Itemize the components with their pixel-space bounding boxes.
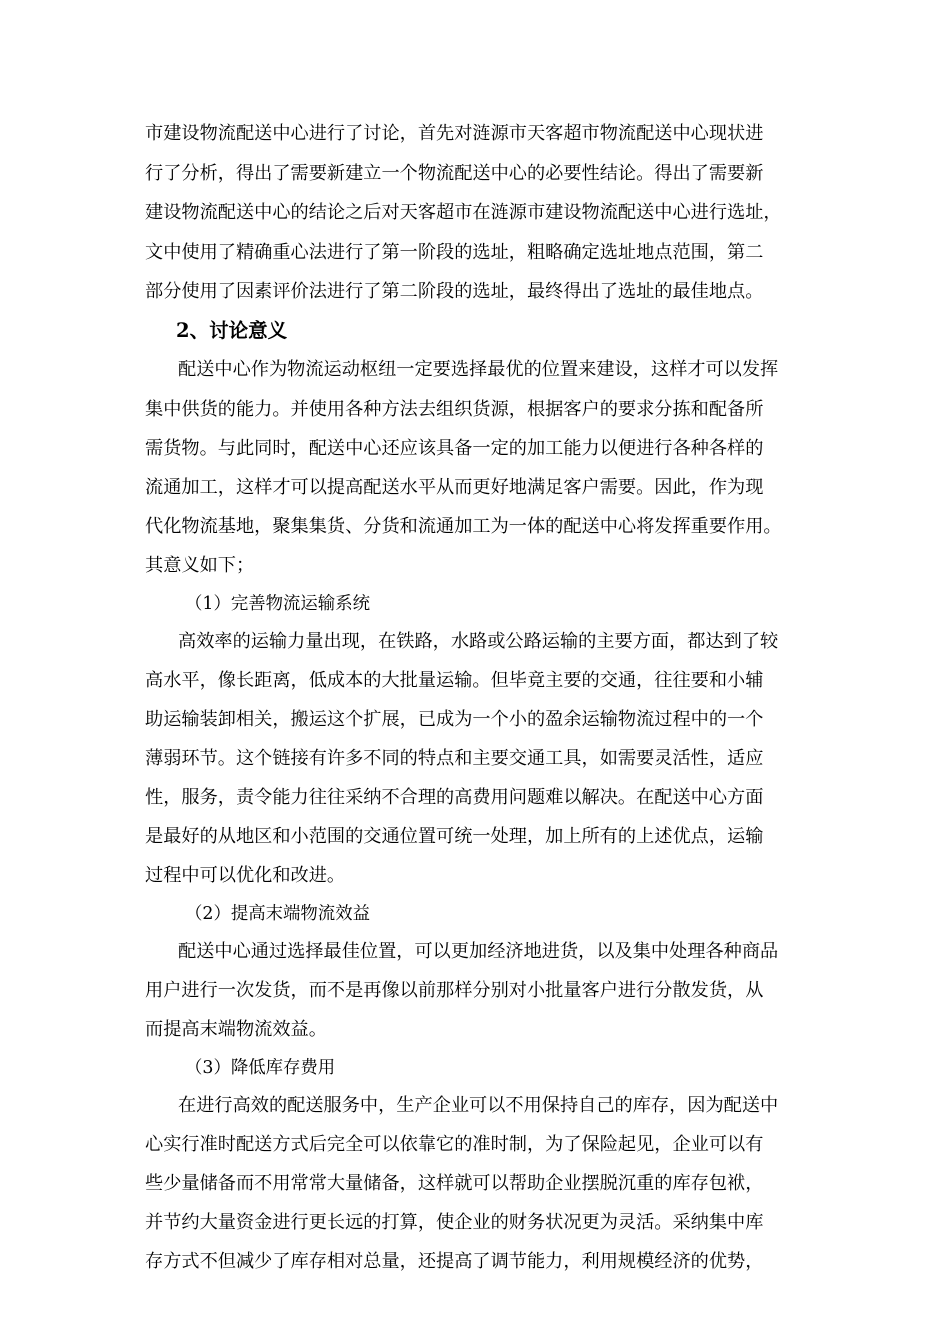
- subsection-heading: （3）降低库存费用: [185, 1058, 336, 1078]
- paragraph-line: 集中供货的能力。并使用各种方法去组织货源，根据客户的要求分拣和配备所: [145, 399, 764, 420]
- paragraph-line: 并节约大量资金进行更长远的打算，使企业的财务状况更为灵活。采纳集中库: [145, 1212, 764, 1233]
- paragraph-line: 文中使用了精确重心法进行了第一阶段的选址，粗略确定选址地点范围，第二: [145, 242, 764, 263]
- section-heading: 2、讨论意义: [176, 319, 288, 342]
- paragraph-line: 薄弱环节。这个链接有许多不同的特点和主要交通工具，如需要灵活性，适应: [145, 748, 764, 769]
- subsection-heading: （1）完善物流运输系统: [185, 594, 370, 614]
- paragraph-line: 用户进行一次发货，而不是再像以前那样分别对小批量客户进行分散发货，从: [145, 980, 764, 1001]
- paragraph-line: 是最好的从地区和小范围的交通位置可统一处理，加上所有的上述优点，运输: [145, 826, 764, 847]
- subsection-heading: （2）提高末端物流效益: [185, 904, 370, 924]
- paragraph-line: 存方式不但减少了库存相对总量，还提高了调节能力，利用规模经济的优势，: [145, 1251, 764, 1272]
- paragraph-line: 其意义如下；: [145, 555, 255, 576]
- paragraph-line: 在进行高效的配送服务中，生产企业可以不用保持自己的库存，因为配送中: [178, 1095, 779, 1116]
- paragraph-line: 市建设物流配送中心进行了讨论，首先对涟源市天客超市物流配送中心现状进: [145, 123, 764, 144]
- paragraph-line: 需货物。与此同时，配送中心还应该具备一定的加工能力以便进行各种各样的: [145, 438, 764, 459]
- paragraph-line: 建设物流配送中心的结论之后对天客超市在涟源市建设物流配送中心进行选址，: [145, 202, 782, 223]
- paragraph-line: 流通加工，这样才可以提高配送水平从而更好地满足客户需要。因此，作为现: [145, 477, 764, 498]
- paragraph-line: 心实行准时配送方式后完全可以依靠它的准时制，为了保险起见，企业可以有: [145, 1134, 764, 1155]
- paragraph-line: 性，服务，责令能力往往采纳不合理的高费用问题难以解决。在配送中心方面: [145, 787, 764, 808]
- paragraph-line: 些少量储备而不用常常大量储备，这样就可以帮助企业摆脱沉重的库存包袱，: [145, 1173, 764, 1194]
- paragraph-line: 部分使用了因素评价法进行了第二阶段的选址，最终得出了选址的最佳地点。: [145, 281, 764, 302]
- paragraph-line: 配送中心作为物流运动枢纽一定要选择最优的位置来建设，这样才可以发挥: [178, 359, 779, 380]
- paragraph-line: 行了分析，得出了需要新建立一个物流配送中心的必要性结论。得出了需要新: [145, 163, 764, 184]
- paragraph-line: 配送中心通过选择最佳位置，可以更加经济地进货，以及集中处理各种商品: [178, 941, 779, 962]
- paragraph-line: 而提高末端物流效益。: [145, 1019, 327, 1040]
- paragraph-line: 代化物流基地，聚集集货、分货和流通加工为一体的配送中心将发挥重要作用。: [145, 516, 782, 537]
- paragraph-line: 高水平，像长距离，低成本的大批量运输。但毕竟主要的交通，往往要和小辅: [145, 670, 764, 691]
- paragraph-line: 助运输装卸相关，搬运这个扩展，已成为一个小的盈余运输物流过程中的一个: [145, 709, 764, 730]
- paragraph-line: 过程中可以优化和改进。: [145, 865, 346, 886]
- paragraph-line: 高效率的运输力量出现，在铁路，水路或公路运输的主要方面，都达到了较: [178, 631, 779, 652]
